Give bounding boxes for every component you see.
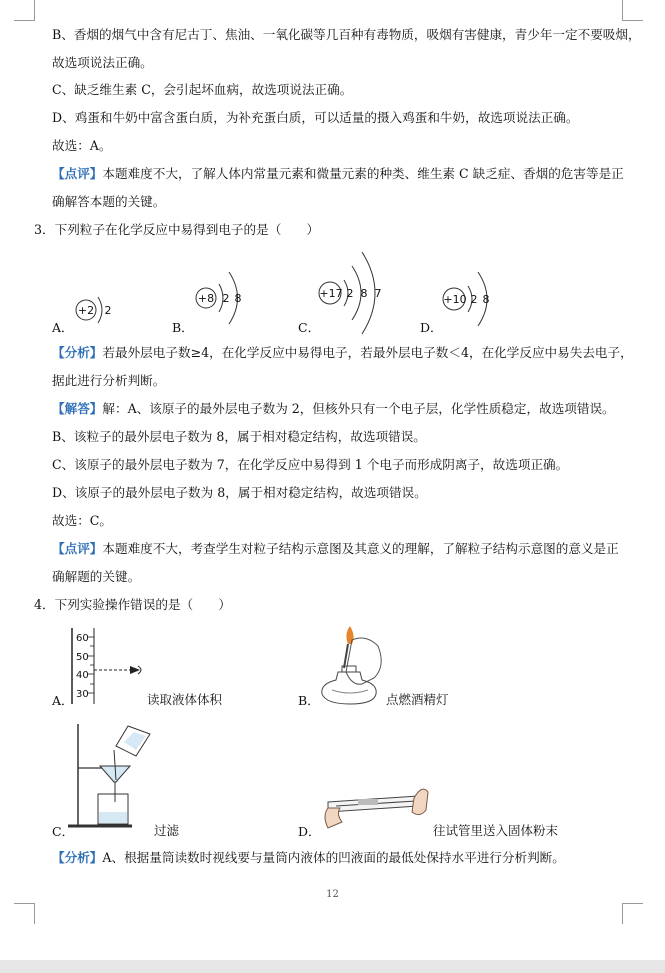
text-line: 确解答本题的关键。 — [52, 194, 166, 209]
tick-label: 50 — [76, 652, 89, 663]
nucleus-charge: +8 — [197, 292, 215, 305]
text-line: B、该粒子的最外层电子数为 8，属于相对稳定结构，故选项错误。 — [52, 429, 426, 444]
atom-diagram-b — [196, 272, 242, 324]
shell-electrons: 7 — [374, 287, 382, 300]
text-line: D、鸡蛋和牛奶中富含蛋白质，为补充蛋白质，可以适量的摄入鸡蛋和牛奶，故选项说法正确。 — [52, 110, 579, 125]
corner-mark-top-left — [14, 0, 35, 21]
analysis-text: 若最外层电子数≥4，在化学反应中易得电子，若最外层电子数＜4，在化学反应中易失去电子， — [102, 345, 633, 360]
nucleus-charge: +10 — [443, 293, 467, 306]
review-text: 本题难度不大，考查学生对粒子结构示意图及其意义的理解，了解粒子结构示意图的意义是正 — [102, 541, 619, 556]
corner-mark-bottom-right — [622, 903, 643, 924]
analysis-text: A、根据量筒读数时视线要与量筒内液体的凹液面的最低处保持水平进行分析判断。 — [102, 850, 565, 865]
shell-electrons: 2 — [346, 287, 354, 300]
atom-diagram-d — [443, 272, 490, 326]
filtration-figure — [64, 720, 154, 832]
analysis-tag: 【分析】 — [52, 850, 103, 865]
graduated-cylinder-figure — [68, 626, 158, 708]
analysis-line — [52, 345, 633, 361]
text-line: 确解题的关键。 — [52, 569, 141, 584]
text-line: 据此进行分析判断。 — [52, 373, 166, 388]
option-label: D． — [420, 320, 443, 335]
shell-electrons: 2 — [470, 293, 478, 306]
text-line: 故选项说法正确。 — [52, 55, 153, 70]
shell-electrons: 2 — [104, 304, 112, 317]
tick-label: 40 — [76, 670, 89, 681]
option-caption: 过滤 — [154, 823, 180, 838]
option-caption: 读取液体体积 — [147, 692, 223, 707]
option-label: A． — [52, 693, 74, 708]
text-line: C、该原子的最外层电子数为 7，在化学反应中易得到 1 个电子而形成阴离子，故选项正确。 — [52, 457, 569, 472]
option-caption: 点燃酒精灯 — [386, 692, 449, 707]
text-line: C、缺乏维生素 C，会引起坏血病，故选项说法正确。 — [52, 82, 353, 97]
option-caption: 往试管里送入固体粉末 — [433, 823, 559, 838]
answer-line: 故选：C。 — [52, 513, 113, 528]
option-label: A． — [52, 320, 74, 335]
review-line — [52, 166, 624, 182]
question-3: 3．下列粒子在化学反应中易得到电子的是（ ） — [34, 222, 320, 237]
answer-line: 故选：A。 — [52, 138, 112, 153]
alcohol-lamp-figure — [316, 626, 386, 706]
option-label: C． — [298, 320, 321, 335]
nucleus-charge: +2 — [77, 304, 95, 317]
shell-electrons: 2 — [222, 292, 230, 305]
option-label: B． — [172, 320, 194, 335]
shell-electrons: 8 — [234, 292, 242, 305]
page-number: 12 — [326, 889, 339, 900]
option-label: D． — [298, 824, 321, 839]
shell-electrons: 8 — [482, 293, 490, 306]
solution-tag: 【解答】 — [52, 401, 103, 416]
text-line: D、该原子的最外层电子数为 8，属于相对稳定结构，故选项错误。 — [52, 485, 427, 500]
atom-diagram-a — [76, 297, 112, 323]
atom-diagram-c — [319, 252, 382, 334]
analysis-line — [52, 850, 565, 866]
review-tag: 【点评】 — [52, 166, 103, 181]
review-line — [52, 541, 619, 557]
review-tag: 【点评】 — [52, 541, 103, 556]
test-tube-powder-figure — [322, 782, 432, 832]
text-line: B、香烟的烟气中含有尼古丁、焦油、一氧化碳等几百种有毒物质，吸烟有害健康，青少年一定不要吸烟， — [52, 27, 641, 42]
analysis-tag: 【分析】 — [52, 345, 103, 360]
tick-label: 60 — [76, 633, 89, 644]
option-label: C． — [52, 824, 75, 839]
shell-electrons: 8 — [360, 287, 368, 300]
solution-line — [52, 401, 615, 417]
question-4: 4．下列实验操作错误的是（ ） — [34, 597, 231, 612]
review-text: 本题难度不大，了解人体内常量元素和微量元素的种类、维生素 C 缺乏症、香烟的危害等是正 — [102, 166, 624, 181]
corner-mark-bottom-left — [14, 903, 35, 924]
corner-mark-top-right — [622, 0, 643, 21]
option-label: B． — [298, 693, 320, 708]
q3-diagrams — [0, 250, 665, 350]
solution-text: 解：A、该原子的最外层电子数为 2，但核外只有一个电子层，化学性质稳定，故选项错误。 — [102, 401, 615, 416]
nucleus-charge: +17 — [319, 287, 343, 300]
tick-label: 30 — [76, 689, 89, 700]
